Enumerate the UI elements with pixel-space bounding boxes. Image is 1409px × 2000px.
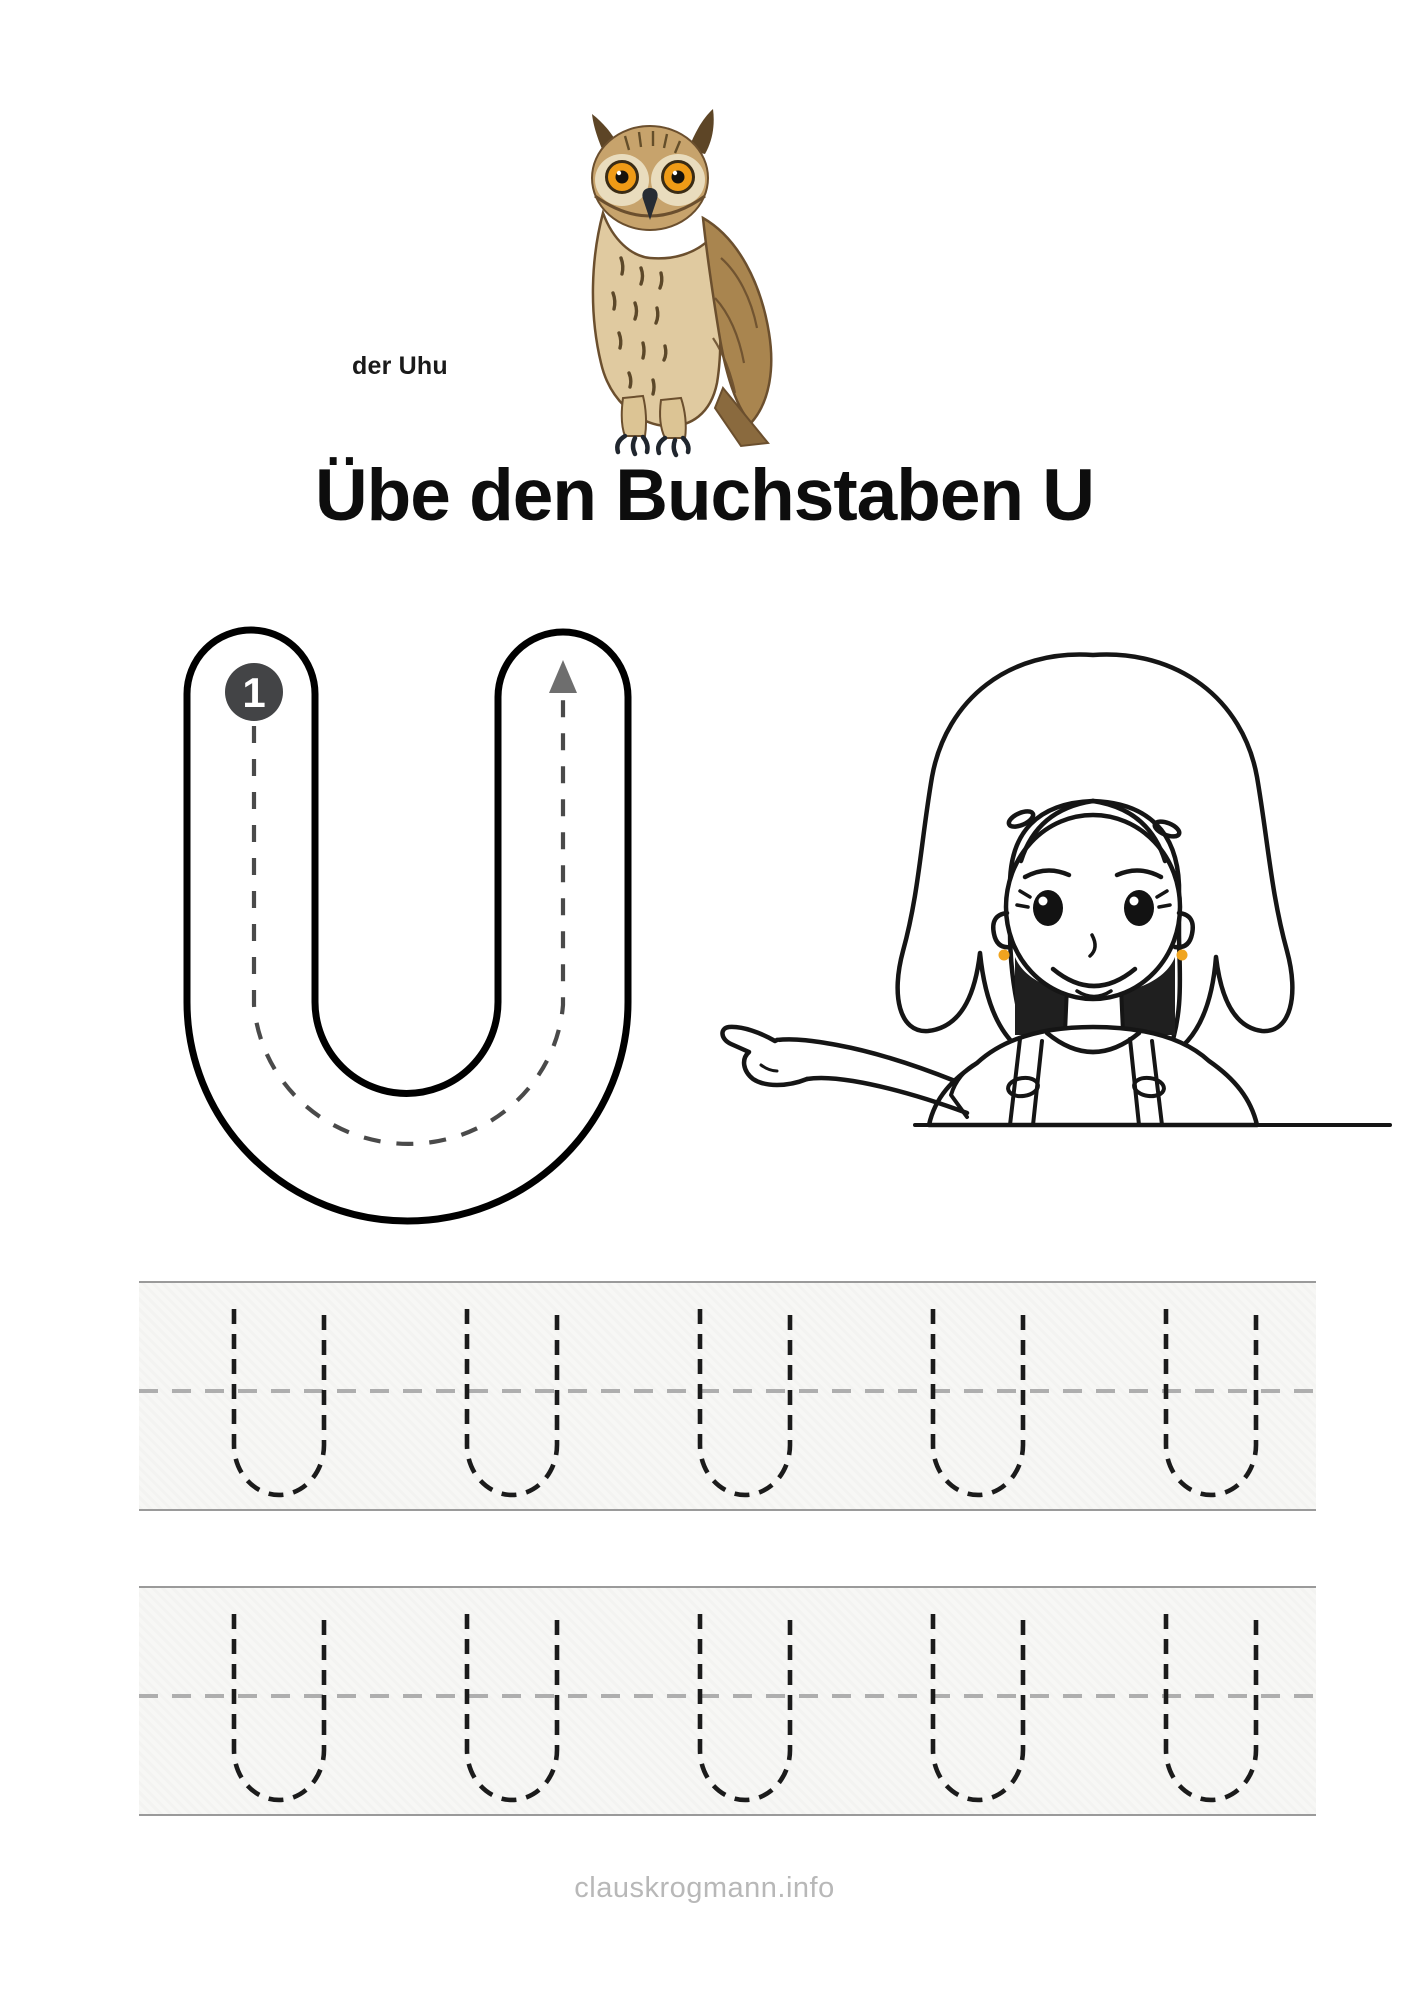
step-marker	[225, 663, 283, 721]
practice-letter-u	[464, 1307, 560, 1499]
footer-website: clauskrogmann.info	[574, 1872, 835, 1904]
vocab-label: der Uhu	[352, 352, 448, 380]
practice-letter-u	[1163, 1612, 1259, 1804]
practice-row-1	[139, 1281, 1316, 1511]
practice-letter-u	[1163, 1307, 1259, 1499]
owl-icon	[583, 108, 798, 458]
practice-letter-u	[697, 1307, 793, 1499]
girl-illustration	[715, 635, 1395, 1135]
step-number: 1	[242, 669, 266, 716]
page-title: Übe den Buchstaben U	[314, 455, 1095, 536]
pointing-girl-icon	[715, 635, 1395, 1135]
practice-letter-u	[231, 1307, 327, 1499]
pointing-hand	[722, 1027, 807, 1085]
practice-letter-u	[697, 1612, 793, 1804]
practice-letter-u	[930, 1612, 1026, 1804]
practice-letter-u	[231, 1612, 327, 1804]
practice-letter-u	[930, 1307, 1026, 1499]
earring-right	[1177, 950, 1188, 961]
practice-letter-u	[464, 1612, 560, 1804]
letter-tracing-diagram	[130, 590, 680, 1270]
practice-row-2	[139, 1586, 1316, 1816]
owl-illustration	[583, 108, 798, 458]
earring-left	[999, 950, 1010, 961]
